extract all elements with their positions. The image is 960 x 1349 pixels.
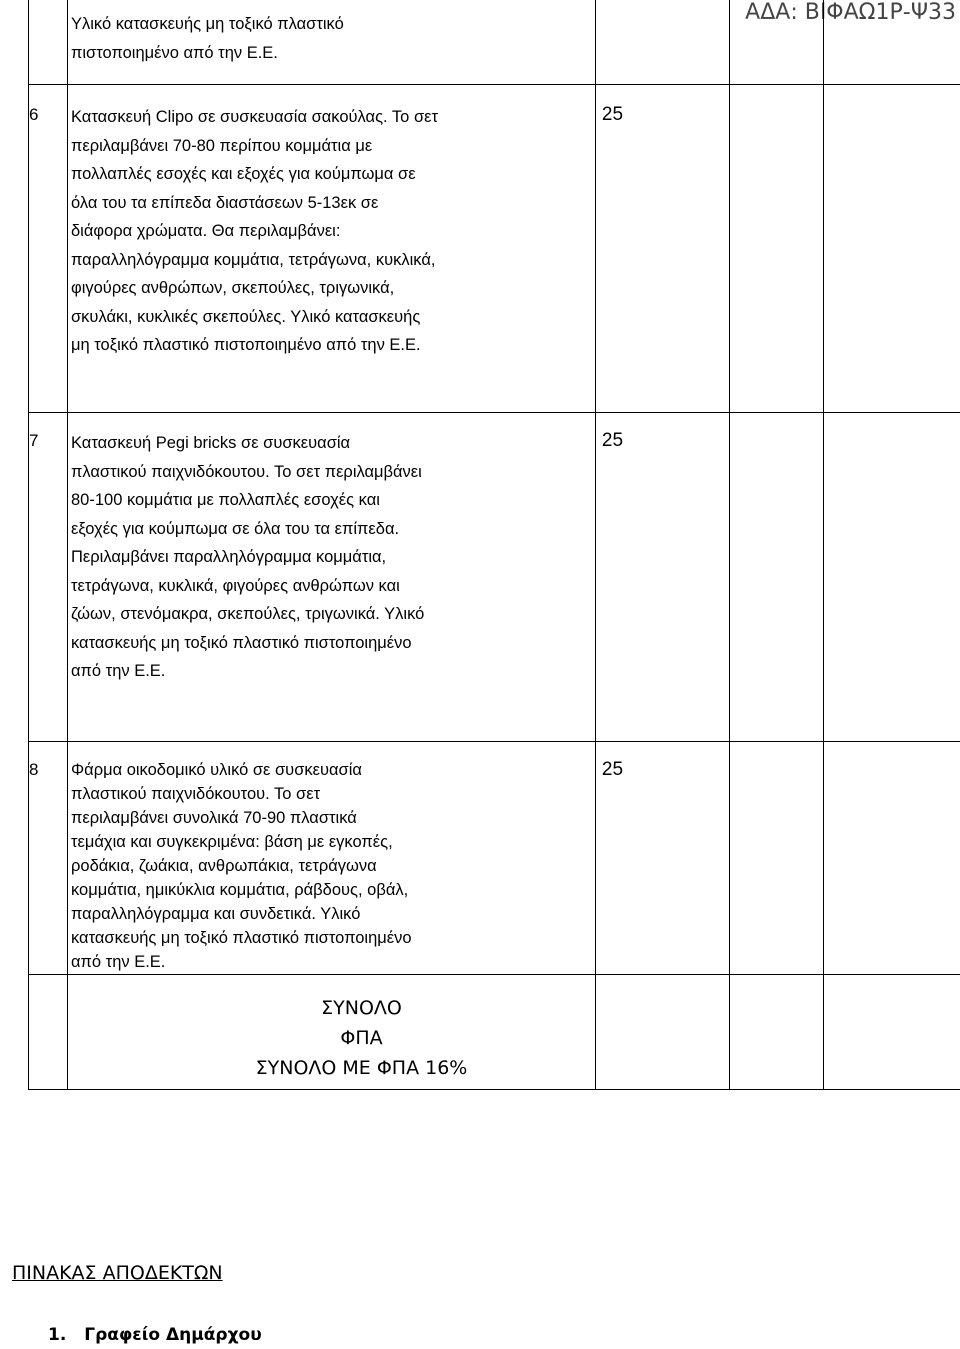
recipient-number: 1. [48, 1325, 67, 1345]
total-with-vat-label: ΣΥΝΟΛΟ ΜΕ ΦΠΑ 16% [255, 1057, 468, 1079]
row-number: 7 [29, 413, 68, 742]
row-number [29, 0, 68, 85]
row-price: 25 [596, 85, 730, 413]
row-description: Φάρμα οικοδομικό υλικό σε συσκευασία πλαστικού παιχνιδόκουτου. Το σετ περιλαμβάνει συνολικά 70-90 πλαστικά τεμάχια και συγκεκριμένα: βάση με εγκοπές, ροδάκια, ζωάκια, ανθρωπάκια, τετράγωνα κομμάτια, ημικύκλια κομμάτια, ράβδους, οβάλ, παραλληλόγραμμα και συνδετικά. Υλικό κατασκευής μη τοξικό πλαστικό πιστοποιημένο από την Ε.Ε. [68, 742, 596, 975]
vat-label: ΦΠΑ [340, 1027, 383, 1049]
table-row [29, 413, 960, 742]
row-number: 8 [29, 742, 68, 975]
recipients-title: ΠΙΝΑΚΑΣ ΑΠΟΔΕΚΤΩΝ [12, 1262, 223, 1284]
row-price [596, 0, 730, 85]
recipient-item [48, 1325, 280, 1345]
row-price: 25 [596, 413, 730, 742]
row-price: 25 [596, 742, 730, 975]
row-description: Κατασκευή Clipo σε συσκευασία σακούλας. Το σετ περιλαμβάνει 70-80 περίπου κομμάτια με πολλαπλές εσοχές και εξοχές για κούμπωμα σε όλα του τα επίπεδα διαστάσεων 5-13εκ σε διάφορα χρώματα. Θα περιλαμβάνει: παραλληλόγραμμα κομμάτια, τετράγωνα, κυκλικά, φιγούρες ανθρώπων, σκεπούλες, τριγωνικά, σκυλάκι, κυκλικές σκεπούλες. Υλικό κατασκευής μη τοξικό πλαστικό πιστοποιημένο από την Ε.Ε. [68, 85, 596, 413]
table-row [29, 85, 960, 413]
ada-code: ΑΔΑ: ΒΙΦΑΩ1Ρ-Ψ33 [745, 0, 956, 25]
total-label: ΣΥΝΟΛΟ [321, 997, 402, 1019]
totals-row [29, 975, 960, 1090]
row-number: 6 [29, 85, 68, 413]
table-row [29, 0, 960, 85]
totals-labels [68, 975, 596, 1090]
row-description: Κατασκευή Pegi bricks σε συσκευασία πλαστικού παιχνιδόκουτου. Το σετ περιλαμβάνει 80-100 κομμάτια με πολλαπλές εσοχές και εξοχές για κούμπωμα σε όλα του τα επίπεδα. Περιλαμβάνει παραλληλόγραμμα κομμάτια, τετράγωνα, κυκλικά, φιγούρες ανθρώπων και ζώων, στενόμακρα, σκεπούλες, τριγωνικά. Υλικό κατασκευής μη τοξικό πλαστικό πιστοποιημένο από την Ε.Ε. [68, 413, 596, 742]
table-row [29, 742, 960, 975]
recipient-label: Γραφείο Δημάρχου [84, 1325, 262, 1345]
row-description: Υλικό κατασκευής μη τοξικό πλαστικό πιστοποιημένο από την Ε.Ε. [68, 0, 596, 85]
items-table [28, 0, 960, 1090]
